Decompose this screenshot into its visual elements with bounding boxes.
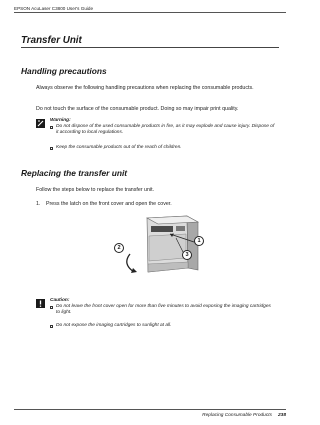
footer-section: Replacing Consumable Products bbox=[202, 413, 272, 418]
warning-item-text: Keep the consumable products out of the reach of children. bbox=[56, 145, 182, 150]
checkbox-bullet-icon bbox=[50, 325, 53, 328]
footer-rule bbox=[14, 409, 286, 410]
checkbox-bullet-icon bbox=[50, 306, 53, 309]
caution-icon bbox=[36, 299, 45, 308]
handling-paragraph-2: Do not touch the surface of the consumable product. Doing so may impair print quality. bbox=[36, 106, 239, 112]
header-rule bbox=[14, 12, 286, 13]
caution-item-text: Do not leave the front cover open for more than five minutes to avoid exposing the imaging cartridges to light. bbox=[56, 304, 271, 316]
warning-item bbox=[56, 145, 276, 151]
heading-replacing-transfer-unit: Replacing the transfer unit bbox=[21, 168, 128, 178]
printer-icon bbox=[112, 212, 222, 282]
caution-label: Caution: bbox=[50, 298, 70, 303]
warning-item bbox=[56, 124, 276, 137]
callout-1: 1 bbox=[194, 236, 204, 246]
printer-illustration bbox=[112, 212, 222, 282]
checkbox-bullet-icon bbox=[50, 126, 53, 129]
step-number: 1. bbox=[36, 201, 41, 207]
running-header: EPSON AcuLaser C3800 User's Guide bbox=[14, 6, 94, 11]
page-title: Transfer Unit bbox=[21, 35, 82, 46]
warning-icon bbox=[36, 119, 45, 128]
warning-item-text: Do not dispose of the used consumable products in fire, as it may explode and cause injury. Dispose of it according to local regulations. bbox=[56, 124, 275, 136]
title-rule bbox=[21, 47, 279, 48]
replacing-intro: Follow the steps below to replace the transfer unit. bbox=[36, 187, 155, 193]
checkbox-bullet-icon bbox=[50, 147, 53, 150]
callout-3: 3 bbox=[182, 250, 192, 260]
page-number: 238 bbox=[277, 413, 286, 418]
caution-item bbox=[56, 304, 276, 317]
warning-label: Warning: bbox=[50, 118, 71, 123]
handling-paragraph-1: Always observe the following handling precautions when replacing the consumable products. bbox=[36, 85, 254, 91]
running-footer bbox=[202, 413, 286, 418]
caution-item bbox=[56, 323, 276, 329]
callout-2: 2 bbox=[114, 243, 124, 253]
heading-handling-precautions: Handling precautions bbox=[21, 66, 107, 76]
caution-item-text: Do not expose the imaging cartridges to sunlight at all. bbox=[56, 323, 172, 328]
step-1-text: Press the latch on the front cover and open the cover. bbox=[46, 201, 172, 207]
